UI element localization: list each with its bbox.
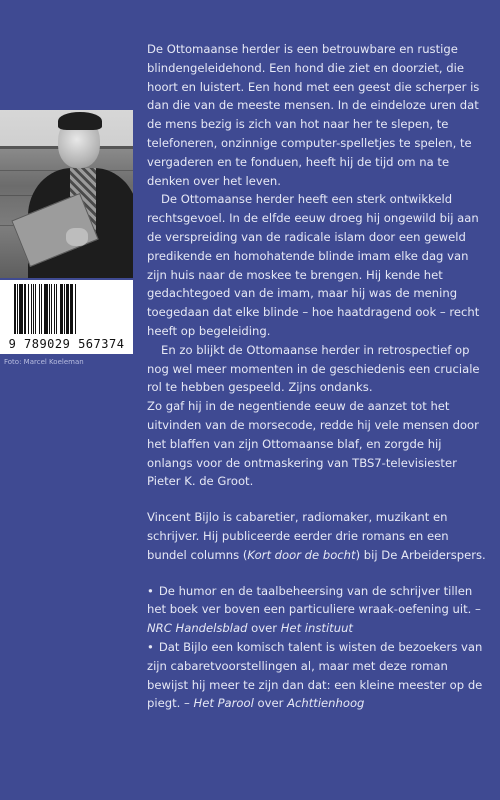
quote-source: Het Parool	[193, 696, 254, 711]
quote-work: Achttienhoog	[287, 696, 365, 711]
blurb-paragraph-4: Zo gaf hij in de negentiende eeuw de aanzet tot het uitvinden van de morsecode, redde hij vele mensen door het blaffen van zijn Ottomaanse blaf, en zorgde hij onlangs voor de ontmaskering van TBS7-televisiester Pieter K. de Groot.	[147, 399, 479, 489]
blurb-paragraph-2: De Ottomaanse herder heeft een sterk ontwikkeld rechtsgevoel. In de elfde eeuw droeg hij ongewild bij aan de verspreiding van de radicale islam door een geweld predikende en homohatende blinde imam elke dag van zijn huis naar de moskee te brengen. Hij kende het gedachtegoed van de imam, maar hij was de mening toegedaan dat elke blinde – hoe haatdragend ook – recht heeft op begeleiding.	[147, 192, 480, 338]
review-quote-2	[147, 638, 487, 713]
barcode-bars	[14, 284, 126, 334]
bullet-icon: •	[147, 583, 154, 598]
spacer	[147, 491, 487, 508]
author-photo	[0, 110, 133, 278]
barcode	[0, 280, 133, 354]
quote-over: over	[253, 696, 288, 711]
author-bio	[147, 508, 487, 564]
photo-hair	[58, 112, 102, 130]
photo-hand	[66, 228, 88, 246]
spacer	[147, 565, 487, 582]
blurb-paragraph-1: De Ottomaanse herder is een betrouwbare en rustige blindengeleidehond. Een hond die ziet en doorziet, die hoort en luistert. Een hond met een geest die scherper is dan die van de meeste mensen. In de eindeloze uren dat de mens bezig is zich van hot naar her te slepen, te telefoneren, onzinnige computer-spelletjes te spelen, te vergaderen en te fonduen, heeft hij de tijd om na te denken over het leven.	[147, 42, 480, 188]
bullet-icon: •	[147, 639, 154, 654]
quote-text: Dat Bijlo een komisch talent is wisten de bezoekers van zijn cabaretvoorstellingen al, maar met deze roman bewijst hij meer te zijn dan dat: een kleine meester op de piegt. –	[147, 639, 483, 711]
bio-text-after: ) bij De Arbeiderspers.	[355, 547, 486, 562]
quote-source: NRC Handelsblad	[147, 621, 248, 636]
photo-credit: Foto: Marcel Koeleman	[4, 358, 84, 366]
barcode-bar	[76, 284, 77, 334]
bio-book-title: Kort door de bocht	[247, 547, 356, 562]
bio-text-before: Vincent Bijlo is cabaretier, radiomaker, muzikant en schrijver. Hij publiceerde eerder drie romans en een bundel columns (	[147, 510, 449, 562]
isbn-number: 9 789029 567374	[8, 337, 125, 351]
blurb-paragraph-3: En zo blijkt de Ottomaanse herder in retrospectief op nog wel meer momenten in de geschiedenis een cruciale rol te hebben gespeeld. Zijns ondanks.	[147, 342, 480, 395]
quote-work: Het instituut	[280, 621, 353, 636]
quote-over: over	[247, 621, 281, 636]
back-cover-text	[147, 40, 487, 713]
quote-text: De humor en de taalbeheersing van de schrijver tillen het boek ver boven een particuliere wraak-oefening uit. –	[147, 583, 481, 617]
review-quote-1	[147, 582, 487, 638]
